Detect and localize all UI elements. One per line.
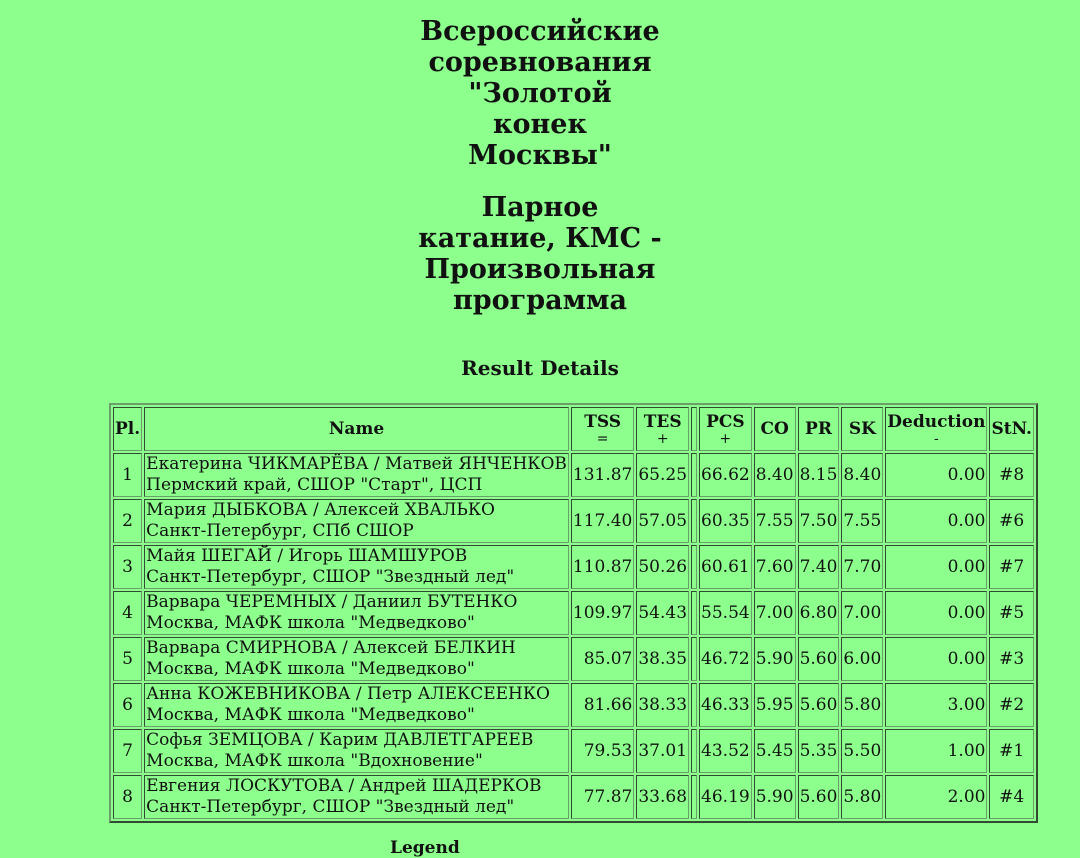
header-place: Pl. xyxy=(113,407,142,451)
cell-pcs: 60.35 xyxy=(699,499,752,543)
skaters-club: Санкт-Петербург, СШОР "Звездный лед" xyxy=(146,797,515,817)
table-row xyxy=(113,683,1034,727)
cell-start-number: #8 xyxy=(989,453,1034,497)
cell-co: 7.00 xyxy=(754,591,796,635)
cell-pr: 7.50 xyxy=(798,499,840,543)
cell-sk: 6.00 xyxy=(841,637,883,681)
title-line: соревнования xyxy=(428,47,652,78)
header-pcs xyxy=(699,407,752,451)
header-deduction-label: Deduction xyxy=(887,412,986,432)
table-row xyxy=(113,545,1034,589)
cell-pcs: 55.54 xyxy=(699,591,752,635)
legend-heading: Legend xyxy=(390,838,460,858)
cell-deduction: 0.00 xyxy=(885,637,987,681)
cell-place: 6 xyxy=(113,683,142,727)
cell-pcs: 46.72 xyxy=(699,637,752,681)
column-separator xyxy=(691,407,697,451)
cell-co: 8.40 xyxy=(754,453,796,497)
cell-deduction: 1.00 xyxy=(885,729,987,773)
skaters-club: Москва, МАФК школа "Медведково" xyxy=(146,659,475,679)
cell-start-number: #2 xyxy=(989,683,1034,727)
cell-sk: 7.70 xyxy=(841,545,883,589)
skaters-names: Варвара СМИРНОВА / Алексей БЕЛКИН xyxy=(146,638,516,658)
cell-tes: 54.43 xyxy=(636,591,689,635)
cell-pr: 7.40 xyxy=(798,545,840,589)
cell-place: 3 xyxy=(113,545,142,589)
cell-tss: 109.97 xyxy=(571,591,634,635)
subtitle-line: катание, КМС - xyxy=(418,223,662,254)
header-tes xyxy=(636,407,689,451)
cell-pr: 5.35 xyxy=(798,729,840,773)
cell-start-number: #4 xyxy=(989,775,1034,819)
header-tss-sub: = xyxy=(596,431,609,447)
table-row xyxy=(113,499,1034,543)
results-body xyxy=(113,453,1034,819)
cell-tes: 38.33 xyxy=(636,683,689,727)
skaters-club: Москва, МАФК школа "Медведково" xyxy=(146,705,475,725)
cell-start-number: #6 xyxy=(989,499,1034,543)
cell-name xyxy=(144,683,569,727)
cell-pr: 6.80 xyxy=(798,591,840,635)
cell-pcs: 46.33 xyxy=(699,683,752,727)
cell-start-number: #3 xyxy=(989,637,1034,681)
skaters-names: Софья ЗЕМЦОВА / Карим ДАВЛЕТГАРЕЕВ xyxy=(146,730,534,750)
cell-name xyxy=(144,545,569,589)
table-row xyxy=(113,591,1034,635)
column-separator xyxy=(691,545,697,589)
column-separator xyxy=(691,683,697,727)
cell-co: 5.95 xyxy=(754,683,796,727)
cell-place: 2 xyxy=(113,499,142,543)
cell-tss: 77.87 xyxy=(571,775,634,819)
cell-pr: 5.60 xyxy=(798,683,840,727)
skaters-club: Санкт-Петербург, СШОР "Звездный лед" xyxy=(146,567,515,587)
cell-place: 4 xyxy=(113,591,142,635)
table-row xyxy=(113,729,1034,773)
header-tes-label: TES xyxy=(643,412,682,432)
cell-deduction: 0.00 xyxy=(885,545,987,589)
cell-start-number: #7 xyxy=(989,545,1034,589)
event-subtitle xyxy=(0,192,1080,316)
cell-tss: 79.53 xyxy=(571,729,634,773)
cell-deduction: 0.00 xyxy=(885,453,987,497)
header-tes-sub: + xyxy=(656,431,669,447)
cell-name xyxy=(144,591,569,635)
title-line: конек xyxy=(493,109,587,140)
table-row xyxy=(113,775,1034,819)
cell-co: 5.90 xyxy=(754,775,796,819)
cell-tes: 50.26 xyxy=(636,545,689,589)
section-title: Result Details xyxy=(461,356,619,380)
cell-tss: 110.87 xyxy=(571,545,634,589)
header-co: CO xyxy=(754,407,796,451)
column-separator xyxy=(691,775,697,819)
header-sk: SK xyxy=(841,407,883,451)
results-table xyxy=(109,403,1038,823)
cell-deduction: 2.00 xyxy=(885,775,987,819)
cell-tes: 57.05 xyxy=(636,499,689,543)
cell-pcs: 60.61 xyxy=(699,545,752,589)
title-line: "Золотой xyxy=(468,78,612,109)
skaters-names: Евгения ЛОСКУТОВА / Андрей ШАДЕРКОВ xyxy=(146,776,542,796)
column-separator xyxy=(691,453,697,497)
skaters-names: Екатерина ЧИКМАРЁВА / Матвей ЯНЧЕНКОВ xyxy=(146,454,567,474)
cell-co: 5.90 xyxy=(754,637,796,681)
cell-tss: 117.40 xyxy=(571,499,634,543)
cell-name xyxy=(144,453,569,497)
cell-co: 7.55 xyxy=(754,499,796,543)
header-start-number: StN. xyxy=(989,407,1034,451)
cell-sk: 7.00 xyxy=(841,591,883,635)
header-pcs-sub: + xyxy=(719,431,732,447)
header-deduction-sub: - xyxy=(934,431,939,447)
cell-pr: 8.15 xyxy=(798,453,840,497)
cell-sk: 5.80 xyxy=(841,683,883,727)
table-row xyxy=(113,453,1034,497)
cell-pcs: 66.62 xyxy=(699,453,752,497)
cell-name xyxy=(144,499,569,543)
cell-name xyxy=(144,729,569,773)
subtitle-line: Произвольная xyxy=(424,254,656,285)
skaters-names: Анна КОЖЕВНИКОВА / Петр АЛЕКСЕЕНКО xyxy=(146,684,550,704)
header-pcs-label: PCS xyxy=(706,412,745,432)
skaters-club: Санкт-Петербург, СПб СШОР xyxy=(146,521,414,541)
cell-pcs: 46.19 xyxy=(699,775,752,819)
header-row xyxy=(113,407,1034,451)
table-row xyxy=(113,637,1034,681)
header-tss xyxy=(571,407,634,451)
title-line: Всероссийские xyxy=(420,16,660,47)
subtitle-line: программа xyxy=(453,285,627,316)
subtitle-line: Парное xyxy=(481,192,599,223)
column-separator xyxy=(691,499,697,543)
header-name: Name xyxy=(144,407,569,451)
skaters-club: Пермский край, СШОР "Старт", ЦСП xyxy=(146,475,483,495)
cell-place: 8 xyxy=(113,775,142,819)
cell-pr: 5.60 xyxy=(798,775,840,819)
cell-co: 5.45 xyxy=(754,729,796,773)
cell-place: 7 xyxy=(113,729,142,773)
cell-start-number: #1 xyxy=(989,729,1034,773)
cell-tes: 33.68 xyxy=(636,775,689,819)
cell-deduction: 3.00 xyxy=(885,683,987,727)
cell-tss: 81.66 xyxy=(571,683,634,727)
cell-pcs: 43.52 xyxy=(699,729,752,773)
cell-place: 5 xyxy=(113,637,142,681)
skaters-names: Мария ДЫБКОВА / Алексей ХВАЛЬКО xyxy=(146,500,495,520)
cell-name xyxy=(144,775,569,819)
cell-tes: 37.01 xyxy=(636,729,689,773)
cell-co: 7.60 xyxy=(754,545,796,589)
header-tss-label: TSS xyxy=(584,412,622,432)
column-separator xyxy=(691,637,697,681)
skaters-names: Варвара ЧЕРЕМНЫХ / Даниил БУТЕНКО xyxy=(146,592,518,612)
cell-start-number: #5 xyxy=(989,591,1034,635)
cell-tes: 38.35 xyxy=(636,637,689,681)
cell-deduction: 0.00 xyxy=(885,499,987,543)
cell-sk: 5.50 xyxy=(841,729,883,773)
cell-deduction: 0.00 xyxy=(885,591,987,635)
cell-pr: 5.60 xyxy=(798,637,840,681)
header-deduction xyxy=(885,407,987,451)
cell-tss: 131.87 xyxy=(571,453,634,497)
column-separator xyxy=(691,729,697,773)
title-line: Москвы" xyxy=(468,140,612,171)
skaters-club: Москва, МАФК школа "Медведково" xyxy=(146,613,475,633)
cell-sk: 8.40 xyxy=(841,453,883,497)
cell-name xyxy=(144,637,569,681)
cell-sk: 5.80 xyxy=(841,775,883,819)
cell-tes: 65.25 xyxy=(636,453,689,497)
cell-place: 1 xyxy=(113,453,142,497)
column-separator xyxy=(691,591,697,635)
competition-title xyxy=(0,16,1080,171)
cell-tss: 85.07 xyxy=(571,637,634,681)
skaters-club: Москва, МАФК школа "Вдохновение" xyxy=(146,751,483,771)
header-pr: PR xyxy=(798,407,840,451)
cell-sk: 7.55 xyxy=(841,499,883,543)
skaters-names: Майя ШЕГАЙ / Игорь ШАМШУРОВ xyxy=(146,546,468,566)
